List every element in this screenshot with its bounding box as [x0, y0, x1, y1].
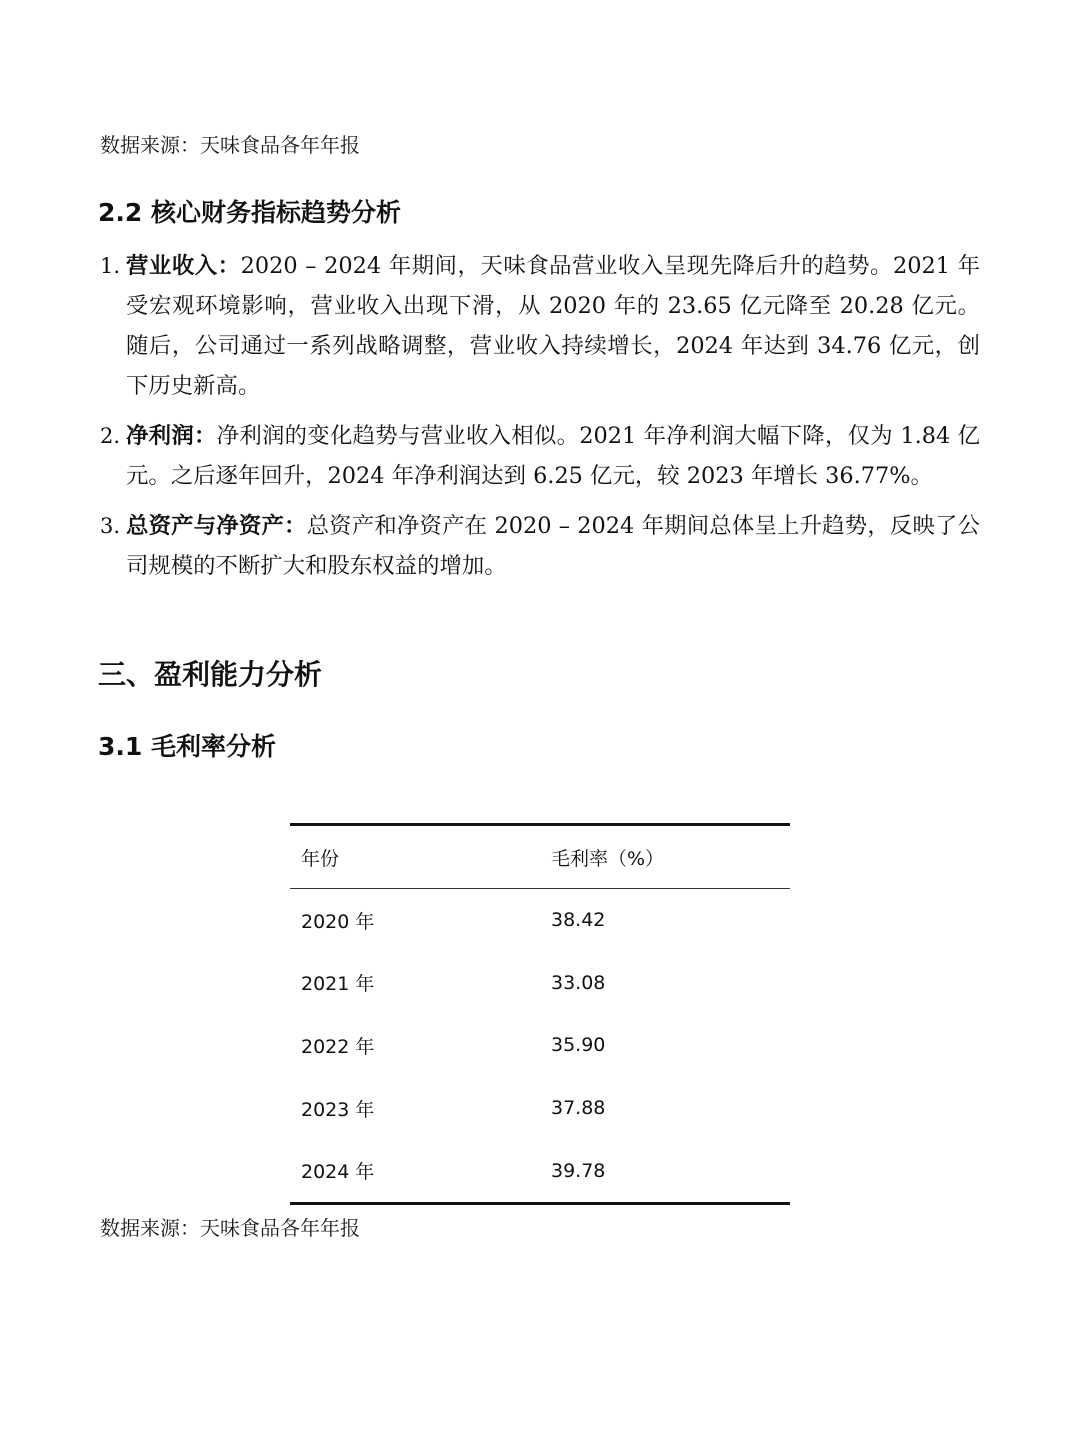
list-item-lead: 净利润： [126, 423, 217, 449]
table-cell-gross-margin: 37.88 [551, 1097, 606, 1120]
gross-margin-table [290, 823, 790, 1205]
table-cell-year: 2022 年 [301, 1035, 375, 1058]
list-item [100, 246, 980, 406]
section-2-2-heading: 2.2 核心财务指标趋势分析 [98, 198, 401, 227]
table-cell-gross-margin: 38.42 [551, 909, 606, 932]
list-item-text: 净利润的变化趋势与营业收入相似。2021 年净利润大幅下降，仅为 1.84 亿元。之后逐年回升，2024 年净利润达到 6.25 亿元，较 2023 年增长 36.77%。 [126, 423, 980, 489]
table-cell-year: 2021 年 [301, 973, 375, 996]
table-cell-year: 2020 年 [301, 910, 375, 933]
list-item [100, 416, 980, 496]
section-3-heading: 三、盈利能力分析 [98, 658, 323, 691]
list-item [100, 506, 980, 586]
table-cell-gross-margin: 39.78 [551, 1159, 606, 1182]
gross-margin-table-wrap [290, 823, 790, 1205]
table-header-row [290, 825, 790, 889]
list-item-text: 总资产和净资产在 2020 – 2024 年期间总体呈上升趋势，反映了公司规模的不断扩大和股东权益的增加。 [126, 513, 981, 579]
top-data-source: 数据来源：天味食品各年年报 [100, 133, 360, 157]
table-data-source: 数据来源：天味食品各年年报 [100, 1216, 360, 1240]
section-3-1-heading: 3.1 毛利率分析 [98, 732, 276, 761]
table-row [290, 1077, 790, 1140]
list-item-number: 3. [100, 514, 121, 538]
table-row [290, 1014, 790, 1077]
list-item-number: 1. [100, 254, 121, 278]
list-item-paragraph [126, 506, 980, 586]
table-row [290, 952, 790, 1015]
table-header-gross-margin: 毛利率（%） [551, 847, 665, 870]
list-item-number: 2. [100, 424, 121, 448]
table-cell-gross-margin: 33.08 [551, 971, 606, 994]
list-item-text: 2020 – 2024 年期间，天味食品营业收入呈现先降后升的趋势。2021 年受宏观环境影响，营业收入出现下滑，从 2020 年的 23.65 亿元降至 20.28 亿元。随后，公司通过一系列战略调整，营业收入持续增长，2024 年达到 34.76 亿元，创下历史新高。 [126, 253, 980, 399]
table-cell-year: 2024 年 [301, 1161, 375, 1184]
list-item-paragraph [126, 246, 980, 406]
table-cell-gross-margin: 35.90 [551, 1034, 606, 1057]
table-row [290, 1139, 790, 1203]
table-cell-year: 2023 年 [301, 1098, 375, 1121]
list-item-lead: 总资产与净资产： [126, 513, 307, 539]
table-header-year: 年份 [301, 847, 340, 870]
list-item-paragraph [126, 416, 980, 496]
list-item-lead: 营业收入： [126, 253, 241, 279]
trend-analysis-list [100, 246, 980, 596]
table-row [290, 889, 790, 952]
